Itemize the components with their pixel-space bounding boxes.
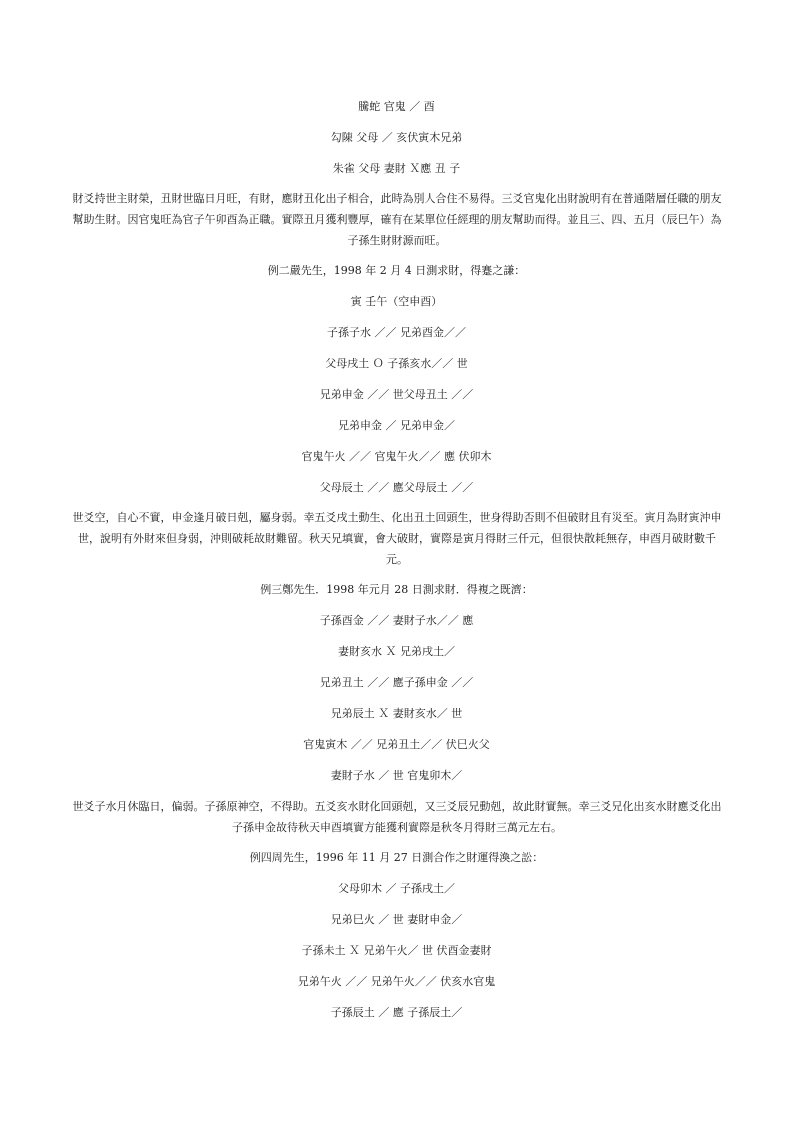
hexagram-line: 兄弟申金 ／／ 世父母丑土 ／／ bbox=[319, 388, 474, 401]
hexagram-line: 兄弟午火 ／／ 兄弟午火／／ 伏亥水官鬼 bbox=[297, 975, 496, 988]
hexagram-line: 騰蛇 官鬼 ／ 酉 bbox=[358, 100, 435, 113]
hexagram-line: 官鬼寅木 ／／ 兄弟丑土／／ 伏巳火父 bbox=[303, 738, 490, 751]
hexagram-line: 妻財亥水 Ｘ 兄弟戌土／ bbox=[338, 645, 455, 658]
hexagram-line: 勾陳 父母 ／ 亥伏寅木兄弟 bbox=[330, 131, 463, 144]
hexagram-line: 子孫辰土 ／ 應 子孫辰土／ bbox=[330, 1006, 463, 1019]
analysis-paragraph: 財爻持世主財榮，丑財世臨日月旺，有財，應財丑化出子相合，此時為別人合住不易得。三爻官鬼化出財說明有在普通階層任職的朋友幫助生財。因官鬼旺為官子午卯酉為正職。實際丑月獲利豐厚，確有在某單位任經理的朋友幫助而得。並且三、四、五月（辰巳午）為子孫生財財源而旺。 bbox=[72, 192, 722, 247]
hexagram-line: 父母辰土 ／／ 應父母辰土 ／／ bbox=[319, 481, 474, 494]
example-heading: 例四周先生，1996 年 11 月 27 日測合作之財運得渙之訟： bbox=[249, 851, 544, 864]
hexagram-line: 朱雀 父母 妻財 Ｘ應 丑 子 bbox=[332, 162, 461, 175]
hexagram-line: 父母戌土 Ｏ 子孫亥水／／ 世 bbox=[325, 357, 468, 370]
hexagram-line: 子孫未土 Ｘ 兄弟午火／ 世 伏酉金妻財 bbox=[301, 944, 492, 957]
example-heading: 例二嚴先生，1998 年 2 月 4 日測求財，得蹇之謙： bbox=[267, 264, 526, 277]
hexagram-line: 官鬼午火 ／／ 官鬼午火／／ 應 伏卯木 bbox=[301, 450, 492, 463]
hexagram-line: 兄弟丑土 ／／ 應子孫申金 ／／ bbox=[319, 676, 474, 689]
hexagram-line: 兄弟申金 ／ 兄弟申金／ bbox=[338, 419, 455, 432]
hexagram-line: 子孫酉金 ／／ 妻財子水／／ 應 bbox=[319, 614, 474, 627]
analysis-paragraph: 世爻子水月休臨日，偏弱。子孫原神空，不得助。五爻亥水財化回頭剋，又三爻辰兄動剋，故此財實無。幸三爻兄化出亥水財應爻化出子孫申金故待秋天申酉填實方能獲利實際是秋冬月得財三萬元左右。 bbox=[72, 800, 722, 834]
hexagram-line: 妻財子水 ／ 世 官鬼卯木／ bbox=[330, 769, 463, 782]
date-line: 寅 壬午（空申酉） bbox=[350, 295, 443, 308]
hexagram-line: 父母卯木 ／ 子孫戌土／ bbox=[338, 882, 455, 895]
hexagram-line: 子孫子水 ／／ 兄弟酉金／／ bbox=[327, 326, 466, 339]
hexagram-line: 兄弟巳火 ／ 世 妻財申金／ bbox=[330, 913, 463, 926]
hexagram-line: 兄弟辰土 Ｘ 妻財亥水／ 世 bbox=[330, 707, 463, 720]
analysis-paragraph: 世爻空，自心不實，申金逢月破日剋，屬身弱。幸五爻戌土動生、化出丑土回頭生，世身得助否則不但破財且有災至。寅月為財寅沖申世，說明有外財來但身弱，沖則破耗故財難留。秋天兄填實，會大破財，實際是寅月得財三仟元，但很快散耗無存，申酉月破財數千元。 bbox=[72, 511, 722, 566]
example-heading: 例三鄭先生．1998 年元月 28 日測求財．得複之既濟： bbox=[260, 583, 533, 596]
